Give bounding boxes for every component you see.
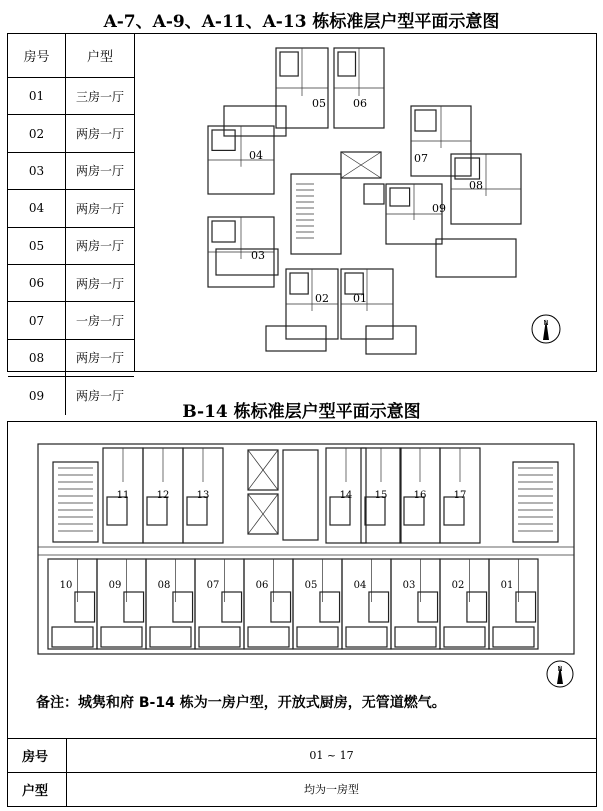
- unit-label: 04: [249, 149, 263, 162]
- unit-outline: [244, 559, 293, 649]
- table-row: [8, 115, 134, 152]
- unit-label: 04: [353, 580, 367, 591]
- balcony-outline: [248, 627, 289, 647]
- note-text: 备注：城隽和府 B-14 栋为一房户型，开放式厨房，无管道燃气。: [36, 695, 446, 711]
- title-a: A-7、A-9、A-11、A-13 栋标准层户型平面示意图: [103, 12, 500, 32]
- unit-label: 09: [108, 580, 122, 591]
- unit-label: 03: [251, 249, 265, 262]
- unit-table-b: [7, 739, 597, 807]
- balcony-outline: [444, 627, 485, 647]
- unit-outline: [440, 559, 489, 649]
- unit-label: 14: [339, 490, 353, 501]
- bathroom-outline: [222, 592, 242, 622]
- room-number: 01: [8, 78, 66, 114]
- table-row: [8, 228, 134, 265]
- table-row: [8, 302, 134, 339]
- row-label-unit-type: 户型: [8, 773, 67, 807]
- unit-outline: [146, 559, 195, 649]
- balcony-outline: [216, 249, 278, 275]
- header-room-no: 房号: [8, 34, 66, 77]
- bathroom-outline: [107, 497, 127, 525]
- bathroom-outline: [320, 592, 340, 622]
- unit-outline: [342, 559, 391, 649]
- unit-type: 一房一厅: [75, 314, 124, 329]
- bathroom-outline: [365, 497, 385, 525]
- balcony-outline: [346, 627, 387, 647]
- unit-label: 16: [413, 490, 427, 501]
- balcony-outline: [366, 326, 416, 354]
- unit-label: 07: [414, 152, 428, 165]
- shaft-outline: [364, 184, 384, 204]
- unit-outline: [97, 559, 146, 649]
- unit-table-a: [8, 34, 135, 404]
- unit-label: 10: [59, 580, 73, 591]
- bathroom-outline: [369, 592, 389, 622]
- bathroom-outline: [147, 497, 167, 525]
- sub-room-outline: [345, 273, 363, 294]
- balcony-outline: [101, 627, 142, 647]
- sub-room-outline: [390, 188, 410, 206]
- balcony-outline: [297, 627, 338, 647]
- unit-label: 01: [500, 580, 514, 591]
- balcony-outline: [395, 627, 436, 647]
- unit-label: 15: [374, 490, 388, 501]
- balcony-outline: [436, 239, 516, 277]
- bathroom-outline: [516, 592, 536, 622]
- bathroom-outline: [418, 592, 438, 622]
- unit-label: 12: [156, 490, 170, 501]
- unit-label: 02: [451, 580, 465, 591]
- balcony-outline: [150, 627, 191, 647]
- compass-label: N: [543, 319, 549, 327]
- section-a: [7, 33, 597, 404]
- unit-type: 两房一厅: [75, 351, 124, 366]
- bathroom-outline: [404, 497, 424, 525]
- room-number: 06: [8, 265, 66, 301]
- room-number: 09: [8, 377, 66, 414]
- table-header: [8, 34, 134, 78]
- unit-outline: [48, 559, 97, 649]
- balcony-outline: [224, 106, 286, 136]
- title-b: B-14 栋标准层户型平面示意图: [182, 402, 421, 422]
- table-row: [8, 265, 134, 302]
- bathroom-outline: [330, 497, 350, 525]
- bathroom-outline: [187, 497, 207, 525]
- room-number: 05: [8, 228, 66, 264]
- unit-label: 05: [304, 580, 318, 591]
- unit-label: 02: [315, 292, 329, 305]
- bathroom-outline: [173, 592, 193, 622]
- table-row: [8, 190, 134, 227]
- sub-room-outline: [290, 273, 308, 294]
- sub-room-outline: [212, 221, 235, 242]
- unit-type-value: 均为一房型: [304, 783, 359, 797]
- stair-outline: [53, 462, 98, 542]
- sub-room-outline: [280, 52, 298, 76]
- room-number: 02: [8, 115, 66, 151]
- balcony-outline: [199, 627, 240, 647]
- unit-type: 两房一厅: [75, 389, 124, 404]
- table-row: [8, 78, 134, 115]
- unit-type: 两房一厅: [75, 276, 124, 291]
- row-label-room-no: 房号: [8, 739, 67, 772]
- room-number: 07: [8, 302, 66, 338]
- table-row: [8, 773, 596, 807]
- unit-outline: [293, 559, 342, 649]
- core-area: [283, 450, 318, 540]
- unit-type: 两房一厅: [75, 239, 124, 254]
- unit-type: 两房一厅: [75, 127, 124, 142]
- unit-label: 08: [157, 580, 171, 591]
- unit-label: 05: [312, 97, 326, 110]
- bathroom-outline: [124, 592, 144, 622]
- unit-label: 13: [196, 490, 210, 501]
- sub-room-outline: [415, 110, 436, 131]
- room-number: 08: [8, 340, 66, 376]
- floor-plan-b: [8, 422, 596, 738]
- building-outline: [38, 444, 574, 654]
- room-number: 03: [8, 153, 66, 189]
- bathroom-outline: [444, 497, 464, 525]
- balcony-outline: [52, 627, 93, 647]
- room-range: 01 ~ 17: [309, 748, 354, 762]
- unit-type: 两房一厅: [75, 164, 124, 179]
- table-row: [8, 739, 596, 773]
- sub-room-outline: [338, 52, 356, 76]
- unit-label: 07: [206, 580, 220, 591]
- floor-plan-a: [136, 34, 596, 371]
- unit-outline: [391, 559, 440, 649]
- bathroom-outline: [467, 592, 487, 622]
- unit-outline: [489, 559, 538, 649]
- unit-label: 01: [353, 292, 367, 305]
- section-b: [7, 421, 597, 739]
- unit-label: 03: [402, 580, 416, 591]
- unit-type: 两房一厅: [75, 201, 124, 216]
- table-row: [8, 340, 134, 377]
- table-row: [8, 153, 134, 190]
- stair-outline: [513, 462, 558, 542]
- unit-label: 06: [255, 580, 269, 591]
- compass-label: N: [557, 665, 563, 673]
- balcony-outline: [493, 627, 534, 647]
- header-unit-type: 户型: [86, 50, 113, 65]
- unit-label: 08: [469, 179, 483, 192]
- bathroom-outline: [75, 592, 95, 622]
- unit-type: 三房一厅: [75, 89, 124, 104]
- unit-label: 17: [453, 490, 467, 501]
- room-number: 04: [8, 190, 66, 226]
- bathroom-outline: [271, 592, 291, 622]
- unit-outline: [195, 559, 244, 649]
- unit-label: 06: [353, 97, 367, 110]
- unit-label: 09: [432, 202, 446, 215]
- unit-label: 11: [116, 490, 130, 501]
